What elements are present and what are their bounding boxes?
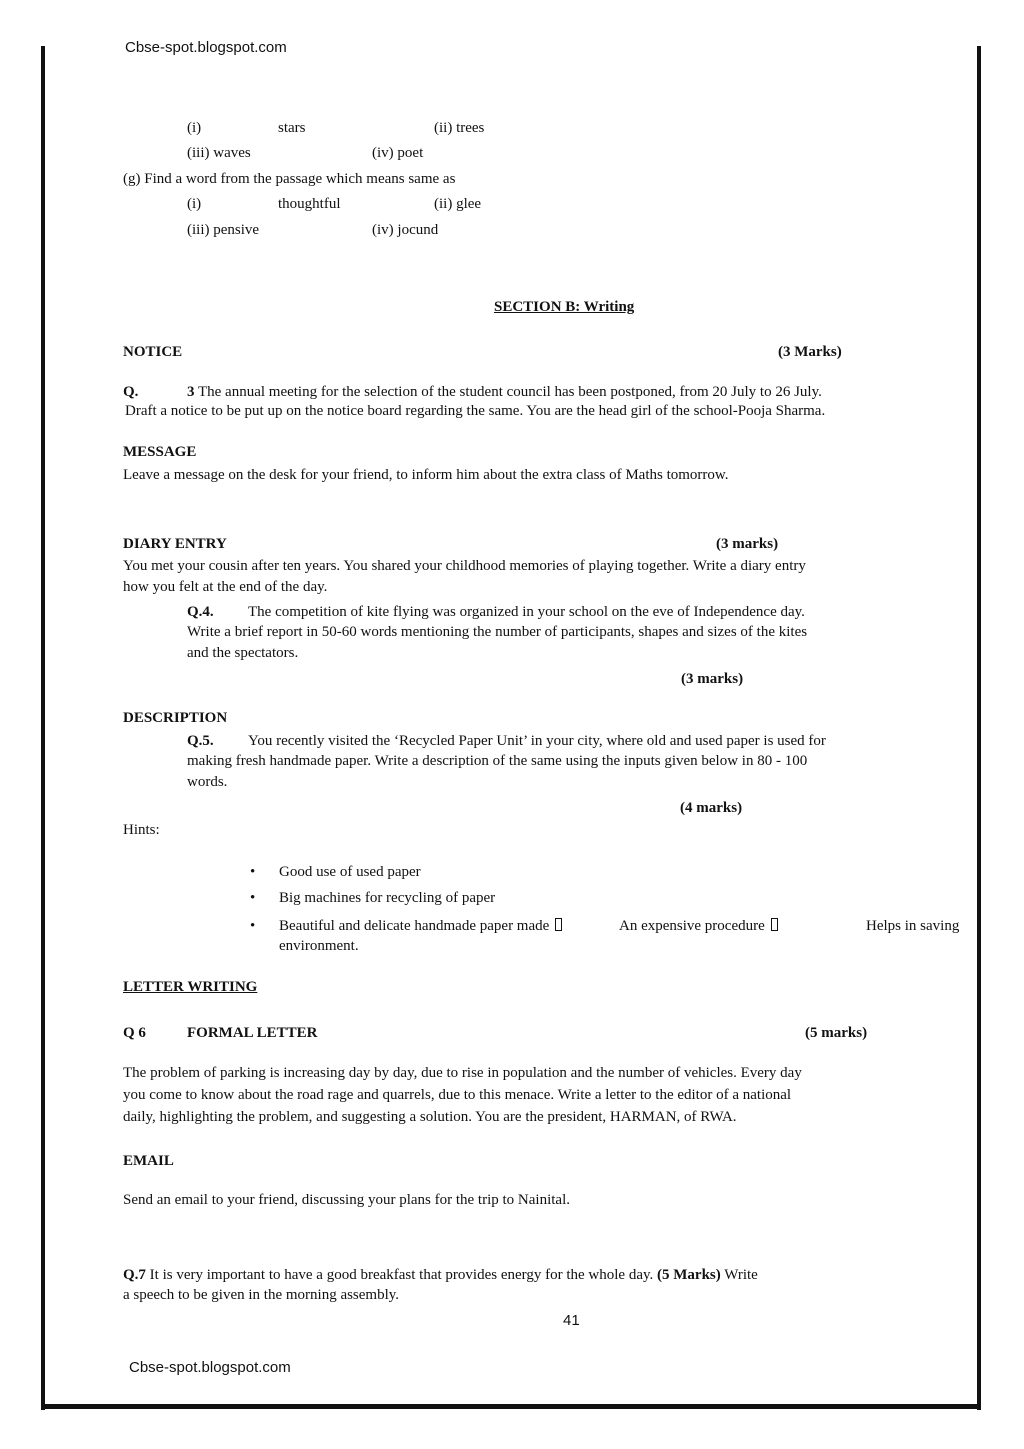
q4-line1: The competition of kite flying was organized in your school on the eve of Independence day.: [248, 604, 805, 620]
hint-item: Big machines for recycling of paper: [279, 890, 496, 906]
option-ii: (ii) trees: [434, 120, 485, 136]
letter-heading: LETTER WRITING: [123, 979, 258, 995]
diary-marks: (3 marks): [716, 536, 779, 552]
hint-bullet: •: [250, 890, 256, 906]
option-i-word: thoughtful: [278, 196, 341, 212]
notice-q-num: 3: [187, 384, 195, 400]
q7-text: It is very important to have a good breakfast that provides energy for the whole day.: [145, 1267, 658, 1283]
message-heading: MESSAGE: [123, 444, 197, 460]
hints-label: Hints:: [123, 822, 160, 838]
hint-text: An expensive procedure: [619, 918, 765, 934]
q6-subheading: FORMAL LETTER: [187, 1025, 318, 1041]
q5-line2: making fresh handmade paper. Write a description of the same using the inputs given below in 80 - 100: [187, 753, 808, 769]
diary-line2: how you felt at the end of the day.: [123, 579, 328, 595]
page-border-bottom: [41, 1404, 981, 1409]
hint-item: Good use of used paper: [279, 864, 421, 880]
notice-q-label: Q.: [123, 384, 139, 400]
diary-heading: DIARY ENTRY: [123, 536, 227, 552]
q7-line2: a speech to be given in the morning assembly.: [123, 1287, 400, 1303]
option-iv: (iv) poet: [372, 145, 424, 161]
q5-label: Q.5.: [187, 733, 214, 749]
q4-line3: and the spectators.: [187, 645, 299, 661]
q5-line1: You recently visited the ‘Recycled Paper Unit’ in your city, where old and used paper is used for: [248, 733, 826, 749]
q4-label: Q.4.: [187, 604, 214, 620]
question-g: (g) Find a word from the passage which means same as: [123, 171, 456, 187]
header-site: Cbse-spot.blogspot.com: [125, 39, 287, 56]
notice-marks: (3 Marks): [778, 344, 842, 360]
q7-line1: [123, 1265, 758, 1285]
q6-marks: (5 marks): [805, 1025, 868, 1041]
hint-bullet: •: [250, 918, 256, 934]
hint-item: [279, 916, 564, 936]
page-border-right: [977, 46, 981, 1410]
q7-label: Q.7: [123, 1267, 146, 1283]
page-border-left: [41, 46, 45, 1410]
section-b-title: SECTION B: Writing: [494, 299, 635, 315]
q6-line1: The problem of parking is increasing day by day, due to rise in population and the number of vehicles. Every day: [123, 1065, 802, 1081]
q6-line3: daily, highlighting the problem, and suggesting a solution. You are the president, HARMAN, of RWA.: [123, 1109, 737, 1125]
email-line1: Send an email to your friend, discussing your plans for the trip to Nainital.: [123, 1192, 570, 1208]
q5-line3: words.: [187, 774, 228, 790]
option-iii: (iii) waves: [187, 145, 251, 161]
option-i: (i): [187, 120, 202, 136]
q4-marks: (3 marks): [681, 671, 744, 687]
message-line1: Leave a message on the desk for your friend, to inform him about the extra class of Maths tomorrow.: [123, 467, 729, 483]
hint-item-continuation: environment.: [279, 938, 359, 954]
hint-text: Beautiful and delicate handmade paper made: [279, 918, 550, 934]
option-iii: (iii) pensive: [187, 222, 260, 238]
q6-line2: you come to know about the road rage and quarrels, due to this menace. Write a letter to the editor of a national: [123, 1087, 792, 1103]
q7-marks: (5 Marks): [657, 1267, 721, 1283]
hint-item: Helps in saving: [866, 918, 960, 934]
missing-glyph-box: [771, 918, 778, 931]
option-ii: (ii) glee: [434, 196, 482, 212]
option-i-word: stars: [278, 120, 306, 136]
notice-line2: Draft a notice to be put up on the notice board regarding the same. You are the head girl of the school-Pooja Sharma.: [125, 403, 826, 419]
page-number: 41: [563, 1312, 580, 1329]
footer-site: Cbse-spot.blogspot.com: [129, 1359, 291, 1376]
q5-marks: (4 marks): [680, 800, 743, 816]
notice-heading: NOTICE: [123, 344, 183, 360]
q6-label: Q 6: [123, 1025, 146, 1041]
notice-line1: [187, 382, 822, 402]
option-iv: (iv) jocund: [372, 222, 439, 238]
notice-text: The annual meeting for the selection of the student council has been postponed, from 20 July to 26 July.: [194, 384, 822, 400]
description-heading: DESCRIPTION: [123, 710, 228, 726]
q4-line2: Write a brief report in 50-60 words mentioning the number of participants, shapes and sizes of the kites: [187, 624, 808, 640]
diary-line1: You met your cousin after ten years. You shared your childhood memories of playing together. Write a diary entry: [123, 558, 806, 574]
email-heading: EMAIL: [123, 1153, 174, 1169]
hint-bullet: •: [250, 864, 256, 880]
q7-text: Write: [720, 1267, 758, 1283]
option-i: (i): [187, 196, 202, 212]
hint-item: [619, 916, 780, 936]
missing-glyph-box: [555, 918, 562, 931]
